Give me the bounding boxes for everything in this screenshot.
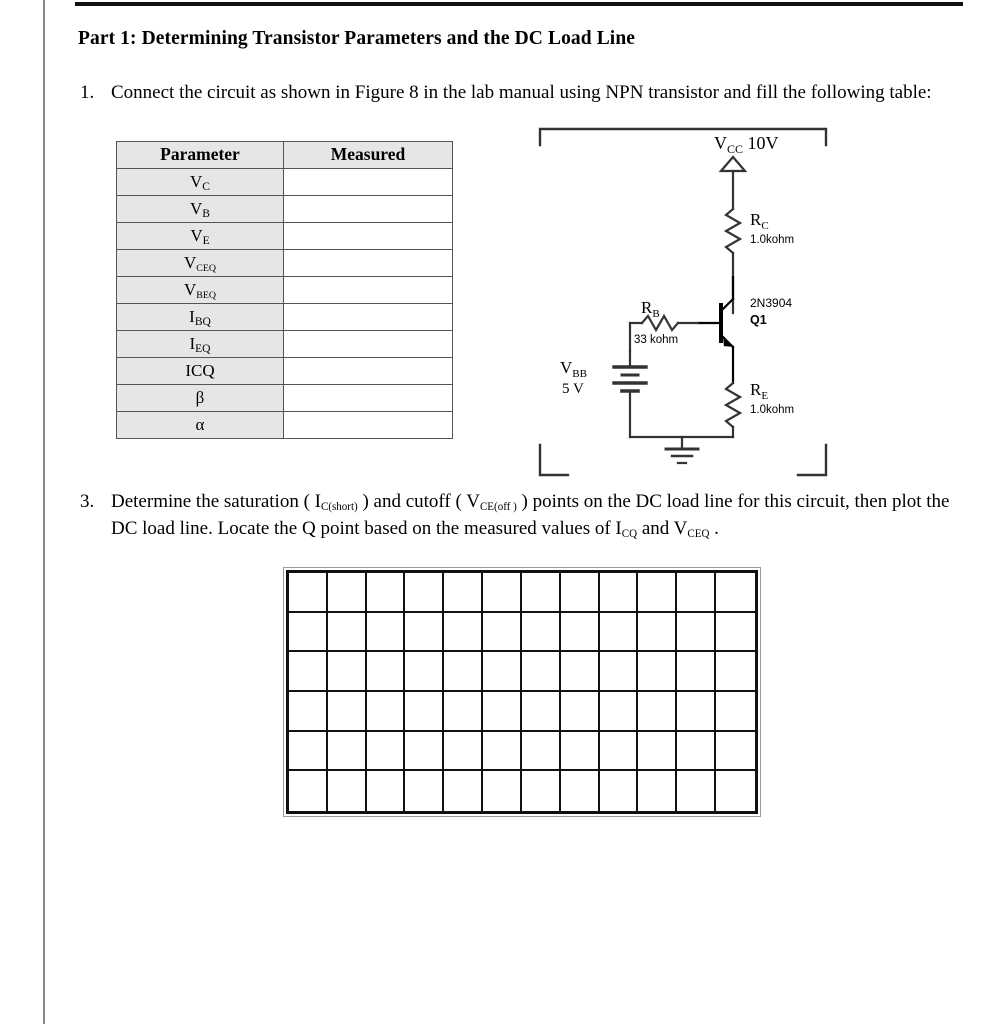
grid-cell[interactable]	[328, 771, 367, 811]
grid-cell[interactable]	[638, 732, 677, 772]
grid-cell[interactable]	[638, 573, 677, 613]
grid-cell[interactable]	[483, 573, 522, 613]
vcc-triangle-icon	[721, 157, 745, 171]
parameter-base: V	[184, 252, 197, 272]
figure-row-table-and-circuit	[78, 119, 978, 489]
grid-cell[interactable]	[405, 613, 444, 653]
vcc-label	[714, 133, 779, 156]
rb-resistor-symbol	[642, 316, 678, 330]
grid-cell[interactable]	[600, 652, 639, 692]
parameter-base: α	[195, 414, 205, 434]
parameter-name-cell	[117, 195, 284, 222]
circuit-schematic	[538, 127, 828, 477]
parameter-name-cell	[117, 276, 284, 303]
grid-cell[interactable]	[677, 771, 716, 811]
list-item-1-number: 1.	[80, 82, 95, 103]
parameter-subscript: C	[202, 180, 210, 194]
parameter-table	[116, 141, 453, 439]
measured-value-cell[interactable]	[284, 222, 453, 249]
vcc-value: 10V	[743, 132, 779, 153]
transistor-refdes-label: Q1	[750, 312, 767, 327]
item3-seg3: ) points on the DC load line for this circuit, then plot the DC load line. Locate the Q point based on the measured values of I	[111, 490, 950, 539]
grid-cell[interactable]	[289, 732, 328, 772]
grid-cell[interactable]	[716, 771, 755, 811]
parameter-name-cell	[117, 222, 284, 249]
grid-cell[interactable]	[638, 652, 677, 692]
vbb-label	[560, 358, 587, 380]
parameter-base: ICQ	[185, 360, 215, 380]
item3-seg2: ) and cutoff ( V	[357, 490, 480, 512]
dc-load-line-grid-cells[interactable]	[286, 570, 758, 814]
column-header-measured: Measured	[284, 141, 453, 168]
grid-cell[interactable]	[483, 732, 522, 772]
grid-cell[interactable]	[444, 652, 483, 692]
measured-value-cell[interactable]	[284, 303, 453, 330]
table-row	[117, 222, 453, 249]
grid-cell[interactable]	[677, 613, 716, 653]
grid-cell[interactable]	[638, 692, 677, 732]
grid-cell[interactable]	[483, 692, 522, 732]
item3-seg5: .	[709, 517, 719, 539]
list-item-3-text	[111, 489, 978, 543]
page-top-rule	[75, 2, 963, 6]
parameter-base: I	[189, 333, 196, 353]
grid-cell[interactable]	[677, 573, 716, 613]
grid-cell[interactable]	[600, 692, 639, 732]
vbb-symbol: V	[560, 357, 573, 377]
grid-cell[interactable]	[444, 732, 483, 772]
grid-cell[interactable]	[561, 771, 600, 811]
grid-cell[interactable]	[289, 573, 328, 613]
grid-cell[interactable]	[289, 692, 328, 732]
item3-sub-icq: CQ	[621, 528, 638, 541]
parameter-table-container	[116, 141, 453, 439]
grid-cell[interactable]	[328, 573, 367, 613]
grid-cell[interactable]	[367, 771, 406, 811]
grid-cell[interactable]	[289, 613, 328, 653]
grid-cell[interactable]	[677, 692, 716, 732]
table-row	[117, 330, 453, 357]
parameter-subscript: CEQ	[196, 262, 216, 274]
table-row	[117, 168, 453, 195]
grid-cell[interactable]	[367, 652, 406, 692]
vbb-subscript: BB	[572, 367, 587, 380]
rb-symbol: R	[641, 297, 653, 317]
grid-cell[interactable]	[638, 613, 677, 653]
parameter-name-cell	[117, 168, 284, 195]
parameter-table-body	[117, 168, 453, 438]
parameter-base: V	[190, 171, 203, 191]
dc-load-line-grid[interactable]	[283, 567, 761, 817]
parameter-name-cell	[117, 357, 284, 384]
grid-cell[interactable]	[444, 613, 483, 653]
grid-cell[interactable]	[716, 573, 755, 613]
vcc-subscript: CC	[727, 141, 744, 156]
transistor-part-label: 2N3904	[750, 295, 793, 310]
grid-cell[interactable]	[716, 613, 755, 653]
grid-cell[interactable]	[367, 573, 406, 613]
parameter-subscript: EQ	[195, 342, 211, 356]
table-row	[117, 249, 453, 276]
re-label	[750, 380, 768, 402]
grid-cell[interactable]	[638, 771, 677, 811]
grid-cell[interactable]	[600, 613, 639, 653]
rb-value: 33 kohm	[634, 333, 679, 346]
grid-cell[interactable]	[522, 692, 561, 732]
vcc-symbol: V	[714, 132, 727, 153]
table-header-row	[117, 141, 453, 168]
grid-cell[interactable]	[716, 732, 755, 772]
frame-bottom-left	[540, 445, 568, 475]
frame-bottom-right	[798, 445, 826, 475]
parameter-base: V	[184, 279, 197, 299]
grid-cell[interactable]	[600, 573, 639, 613]
list-item-3	[78, 489, 978, 543]
measured-value-cell[interactable]	[284, 249, 453, 276]
re-symbol: R	[750, 379, 762, 399]
rc-resistor-symbol	[726, 209, 740, 253]
measured-value-cell[interactable]	[284, 168, 453, 195]
grid-cell[interactable]	[289, 652, 328, 692]
grid-cell[interactable]	[677, 732, 716, 772]
grid-cell[interactable]	[561, 573, 600, 613]
rc-label	[750, 210, 769, 232]
grid-cell[interactable]	[522, 652, 561, 692]
item3-sub-ic-short: C(short)	[320, 501, 358, 514]
grid-cell[interactable]	[444, 692, 483, 732]
measured-value-cell[interactable]	[284, 411, 453, 438]
grid-cell[interactable]	[405, 652, 444, 692]
item3-sub-vce-off: CE(off )	[479, 501, 517, 514]
grid-cell[interactable]	[561, 692, 600, 732]
column-header-parameter: Parameter	[117, 141, 284, 168]
page-title: Part 1: Determining Transistor Parameters and the DC Load Line	[78, 28, 636, 49]
parameter-name-cell	[117, 303, 284, 330]
grid-cell[interactable]	[444, 771, 483, 811]
item3-sub-vceq: CEQ	[687, 528, 710, 541]
grid-cell[interactable]	[600, 771, 639, 811]
grid-cell[interactable]	[600, 732, 639, 772]
rb-label	[641, 298, 660, 320]
re-value: 1.0kohm	[750, 403, 795, 416]
page-binding-line	[43, 0, 45, 1024]
parameter-name-cell	[117, 330, 284, 357]
grid-cell[interactable]	[522, 573, 561, 613]
parameter-name-cell	[117, 384, 284, 411]
grid-cell[interactable]	[367, 692, 406, 732]
grid-cell[interactable]	[444, 573, 483, 613]
parameter-subscript: B	[202, 207, 210, 221]
re-resistor-symbol	[726, 383, 740, 427]
list-item-1-text: Connect the circuit as shown in Figure 8 in the lab manual using NPN transistor and fill the following table:	[111, 82, 932, 103]
parameter-subscript: E	[202, 234, 210, 248]
rc-subscript: C	[761, 219, 769, 232]
parameter-base: V	[190, 198, 203, 218]
list-item-1	[78, 80, 978, 107]
grid-cell[interactable]	[328, 613, 367, 653]
document-content	[78, 28, 978, 817]
grid-cell[interactable]	[522, 732, 561, 772]
measured-value-cell[interactable]	[284, 276, 453, 303]
measured-value-cell[interactable]	[284, 384, 453, 411]
grid-cell[interactable]	[483, 613, 522, 653]
rc-value: 1.0kohm	[750, 233, 795, 246]
item3-seg1: Determine the saturation ( I	[111, 490, 321, 512]
table-row	[117, 195, 453, 222]
grid-cell[interactable]	[405, 692, 444, 732]
item3-seg4: and V	[637, 517, 688, 539]
grid-cell[interactable]	[522, 771, 561, 811]
grid-cell[interactable]	[522, 613, 561, 653]
parameter-base: V	[190, 225, 203, 245]
parameter-name-cell	[117, 411, 284, 438]
table-row	[117, 276, 453, 303]
parameter-name-cell	[117, 249, 284, 276]
grid-cell[interactable]	[367, 732, 406, 772]
table-row	[117, 303, 453, 330]
parameter-subscript: BQ	[194, 315, 211, 329]
grid-cell[interactable]	[328, 692, 367, 732]
parameter-base: β	[195, 387, 205, 407]
parameter-subscript: BEQ	[196, 289, 216, 301]
grid-cell[interactable]	[405, 771, 444, 811]
emitter-arrow-icon	[724, 338, 732, 346]
grid-cell[interactable]	[677, 652, 716, 692]
re-subscript: E	[761, 389, 769, 402]
frame-top	[540, 129, 826, 145]
list-item-3-number: 3.	[80, 490, 95, 512]
grid-cell[interactable]	[561, 613, 600, 653]
table-row	[117, 411, 453, 438]
rb-subscript: B	[652, 307, 660, 320]
grid-cell[interactable]	[483, 652, 522, 692]
vbb-value: 5 V	[562, 380, 584, 397]
grid-cell[interactable]	[716, 692, 755, 732]
grid-cell[interactable]	[483, 771, 522, 811]
grid-cell[interactable]	[405, 732, 444, 772]
grid-cell[interactable]	[367, 613, 406, 653]
table-row	[117, 384, 453, 411]
grid-cell[interactable]	[561, 652, 600, 692]
grid-cell[interactable]	[328, 652, 367, 692]
grid-cell[interactable]	[561, 732, 600, 772]
grid-cell[interactable]	[289, 771, 328, 811]
grid-cell[interactable]	[716, 652, 755, 692]
grid-cell[interactable]	[405, 573, 444, 613]
rc-symbol: R	[750, 209, 762, 229]
measured-value-cell[interactable]	[284, 330, 453, 357]
measured-value-cell[interactable]	[284, 357, 453, 384]
grid-cell[interactable]	[328, 732, 367, 772]
measured-value-cell[interactable]	[284, 195, 453, 222]
table-row	[117, 357, 453, 384]
parameter-base: I	[189, 306, 195, 326]
